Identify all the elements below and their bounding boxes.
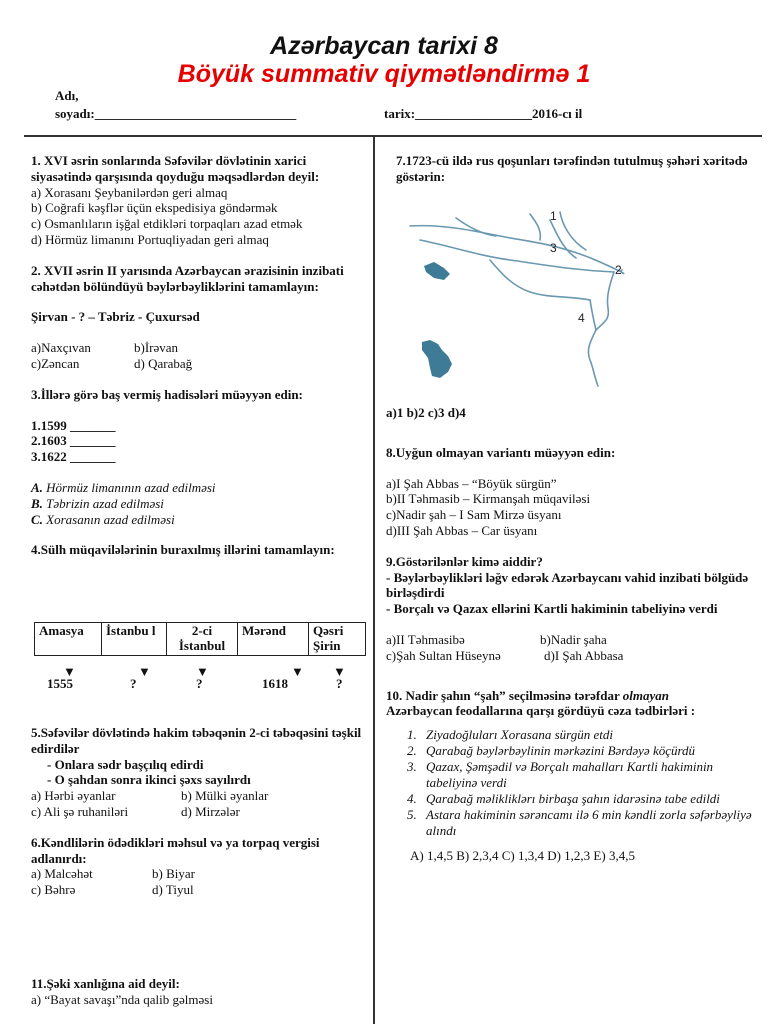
question-3-text: 3.İllərə görə baş vermiş hadisələri müəyyən edin: bbox=[31, 386, 303, 402]
question-3 bbox=[31, 387, 366, 528]
treaty-cell: Mərənd bbox=[238, 623, 309, 656]
map-label-2[interactable]: 2 bbox=[615, 263, 622, 277]
q5-note-2: - O şahdan sonra ikinci şəxs sayılırdı bbox=[47, 772, 251, 788]
right-column-lower bbox=[386, 405, 758, 864]
river-line bbox=[490, 260, 590, 300]
q2-option-c[interactable]: c)Zəncan bbox=[31, 355, 80, 371]
treaty-year-row bbox=[0, 664, 370, 694]
q5-option-b[interactable]: b) Mülki əyanlar bbox=[181, 788, 269, 804]
name-label: Adı, bbox=[55, 88, 79, 103]
q7-answer-options[interactable]: a)1 b)2 c)3 d)4 bbox=[386, 405, 466, 420]
q9-option-c[interactable]: c)Şah Sultan Hüseynə bbox=[386, 647, 501, 663]
q6-option-d[interactable]: d) Tiyul bbox=[152, 882, 194, 898]
question-11-text: 11.Şəki xanlığına aid deyil: bbox=[31, 976, 180, 991]
q11-option-a[interactable]: a) “Bayat savaşı”nda qalib gəlməsi bbox=[31, 991, 213, 1007]
question-11 bbox=[31, 976, 366, 1008]
question-6-text: 6.Kəndlilərin ödədikləri məhsul və ya torpaq vergisi adlanırdı: bbox=[31, 834, 320, 866]
arrow-down-icon: ▼ bbox=[63, 664, 76, 679]
q3-event-c: C. Xorasanın azad edilməsi bbox=[31, 511, 175, 527]
treaty-cell: İstanbu l bbox=[102, 623, 167, 656]
q5-note-1: - Onlara sədr başçılıq edirdi bbox=[47, 756, 204, 772]
treaty-year[interactable]: 1555 bbox=[47, 676, 73, 691]
worksheet-subtitle: Böyük summativ qiymətləndirmə 1 bbox=[177, 60, 591, 88]
question-5-text: 5.Səfəvilər dövlətində hakim təbəqənin 2-ci təbəqəsini təşkil edirdilər bbox=[31, 725, 362, 756]
treaty-table bbox=[34, 622, 366, 656]
question-1 bbox=[31, 153, 366, 248]
q3-event-b: B. Təbrizin azad edilməsi bbox=[31, 495, 164, 511]
left-column bbox=[31, 153, 366, 558]
treaty-year[interactable]: 1618 bbox=[262, 676, 288, 691]
treaty-cell: 2-ci İstanbul bbox=[167, 623, 238, 656]
q5-option-a[interactable]: a) Hərbi əyanlar bbox=[31, 788, 116, 804]
question-5 bbox=[31, 725, 366, 820]
q2-option-d[interactable]: d) Qarabağ bbox=[134, 355, 193, 371]
treaty-year[interactable]: ? bbox=[196, 676, 203, 691]
q2-chain: Şirvan - ? – Təbriz - Çuxursəd bbox=[31, 309, 200, 325]
arrow-down-icon: ▼ bbox=[138, 664, 151, 679]
lake-shape bbox=[424, 262, 450, 280]
q3-year-1[interactable]: 1.1599 _______ bbox=[31, 417, 116, 433]
question-9 bbox=[386, 554, 758, 664]
q9-fact-2: - Borçalı və Qazax ellərini Kartli hakiminin tabeliyinə verdi bbox=[386, 601, 718, 617]
treaty-year[interactable]: ? bbox=[130, 676, 137, 691]
q2-option-a[interactable]: a)Naxçıvan bbox=[31, 340, 91, 356]
q8-option-c[interactable]: c)Nadir şah – I Sam Mirzə üsyanı bbox=[386, 507, 562, 523]
arrow-down-icon: ▼ bbox=[196, 664, 209, 679]
q9-option-b[interactable]: b)Nadir şaha bbox=[540, 631, 607, 647]
q10-item: 3. Qazax, Şəmşədil və Borçalı mahalları Kartli hakiminin tabeliyinə verdi bbox=[420, 759, 758, 791]
map-label-1[interactable]: 1 bbox=[550, 209, 557, 223]
q9-fact-1: - Bəylərbəylikləri ləğv edərək Azərbaycanı vahid inzibati bölgüdə birləşdirdi bbox=[386, 569, 749, 601]
question-4-text: 4.Sülh müqavilələrinin buraxılmış illərini tamamlayın: bbox=[31, 542, 335, 558]
q10-item: 1. Ziyadoğluları Xorasana sürgün etdi bbox=[420, 727, 758, 743]
q5-option-d[interactable]: d) Mirzələr bbox=[181, 803, 240, 819]
column-divider bbox=[373, 137, 375, 1024]
q8-option-b[interactable]: b)II Təhmasib – Kirmanşah müqaviləsi bbox=[386, 491, 591, 507]
river-line bbox=[530, 214, 540, 240]
question-8-text: 8.Uyğun olmayan variantı müəyyən edin: bbox=[386, 444, 616, 460]
q10-item: 2. Qarabağ bəylərbəylinin mərkəzini Bərdəyə köçürdü bbox=[420, 743, 758, 759]
q6-option-c[interactable]: c) Bəhrə bbox=[31, 882, 76, 898]
treaty-cell: Amasya bbox=[35, 623, 102, 656]
map-label-4[interactable]: 4 bbox=[578, 311, 585, 325]
question-7-text: 7.1723-cü ildə rus qoşunları tərəfindən tutulmuş şəhəri xəritədə göstərin: bbox=[396, 153, 748, 184]
treaty-year[interactable]: ? bbox=[336, 676, 343, 691]
q1-option-b[interactable]: b) Coğrafi kəşflər üçün ekspedisiya göndərmək bbox=[31, 200, 278, 216]
map-label-3[interactable]: 3 bbox=[550, 241, 557, 255]
q6-option-a[interactable]: a) Malcəhət bbox=[31, 866, 93, 882]
date-field[interactable]: tarix:__________________2016-cı il bbox=[384, 106, 583, 121]
question-10-text-cont: Azərbaycan feodallarına qarşı gördüyü cəza tədbirləri : bbox=[386, 703, 696, 719]
worksheet-title: Azərbaycan tarixi 8 bbox=[270, 32, 498, 60]
q3-event-a: A. Hörmüz limanının azad edilməsi bbox=[31, 479, 216, 495]
river-line bbox=[560, 212, 586, 250]
q1-option-d[interactable]: d) Hörmüz limanını Portuqliyadan geri almaq bbox=[31, 231, 269, 247]
river-line bbox=[596, 272, 614, 330]
q9-option-a[interactable]: a)II Təhmasibə bbox=[386, 631, 465, 647]
question-4 bbox=[31, 542, 366, 558]
treaty-cell: Qəsri Şirin bbox=[309, 623, 366, 656]
question-10 bbox=[386, 688, 758, 864]
q6-option-b[interactable]: b) Biyar bbox=[152, 866, 195, 882]
arrow-down-icon: ▼ bbox=[333, 664, 346, 679]
q2-option-b[interactable]: b)İrəvan bbox=[134, 340, 179, 356]
question-8 bbox=[386, 445, 758, 539]
q1-option-a[interactable]: a) Xorasanı Şeybanilərdən geri almaq bbox=[31, 184, 228, 200]
left-column-lower bbox=[31, 725, 366, 898]
q3-year-2[interactable]: 2.1603 _______ bbox=[31, 433, 116, 449]
river-map bbox=[400, 200, 640, 390]
q10-item: 5. Astara hakiminin sərəncamı ilə 6 min kəndli zorla səfərbəyliyə alındı bbox=[420, 807, 758, 839]
question-7 bbox=[386, 153, 756, 185]
q1-option-c[interactable]: c) Osmanlıların işğal etdikləri torpaqları azad etmək bbox=[31, 216, 303, 232]
q10-item: 4. Qarabağ məlikliklərı birbaşa şahın idarəsinə tabe edildi bbox=[420, 791, 758, 807]
question-10-text: 10. Nadir şahın “şah” seçilməsinə tərəfdar olmayan bbox=[386, 687, 669, 703]
q5-option-c[interactable]: c) Ali şə ruhaniləri bbox=[31, 803, 129, 819]
lake-shape bbox=[422, 340, 452, 378]
river-line bbox=[590, 300, 596, 330]
q8-option-d[interactable]: d)III Şah Abbas – Car üsyanı bbox=[386, 522, 538, 538]
q9-option-d[interactable]: d)I Şah Abbasa bbox=[544, 647, 624, 663]
q3-year-3[interactable]: 3.1622 _______ bbox=[31, 449, 116, 465]
q10-answer-options[interactable]: A) 1,4,5 B) 2,3,4 C) 1,3,4 D) 1,2,3 E) 3,4,5 bbox=[410, 848, 635, 864]
river-line bbox=[410, 226, 624, 274]
q10-emphasis: olmayan bbox=[622, 687, 669, 703]
question-6 bbox=[31, 835, 366, 898]
arrow-down-icon: ▼ bbox=[291, 664, 304, 679]
q8-option-a[interactable]: a)I Şah Abbas – “Böyük sürgün” bbox=[386, 475, 557, 491]
surname-field[interactable]: soyadı:_______________________________ bbox=[55, 106, 297, 121]
q10-items bbox=[386, 727, 758, 839]
question-2 bbox=[31, 263, 366, 372]
question-2-text: 2. XVII əsrin II yarısında Azərbaycan ərazisinin inzibati cəhətdən bölündüyü bəylərbəyliklərini tamamlayın: bbox=[31, 262, 344, 294]
header-divider bbox=[24, 135, 762, 137]
question-1-text: 1. XVI əsrin sonlarında Səfəvilər dövlətinin xarici siyasətində qarşısında qoyduğu məqsədlərdən deyil: bbox=[31, 153, 320, 184]
river-line bbox=[588, 330, 598, 386]
question-9-text: 9.Göstərilənlər kimə aiddir? bbox=[386, 553, 543, 569]
